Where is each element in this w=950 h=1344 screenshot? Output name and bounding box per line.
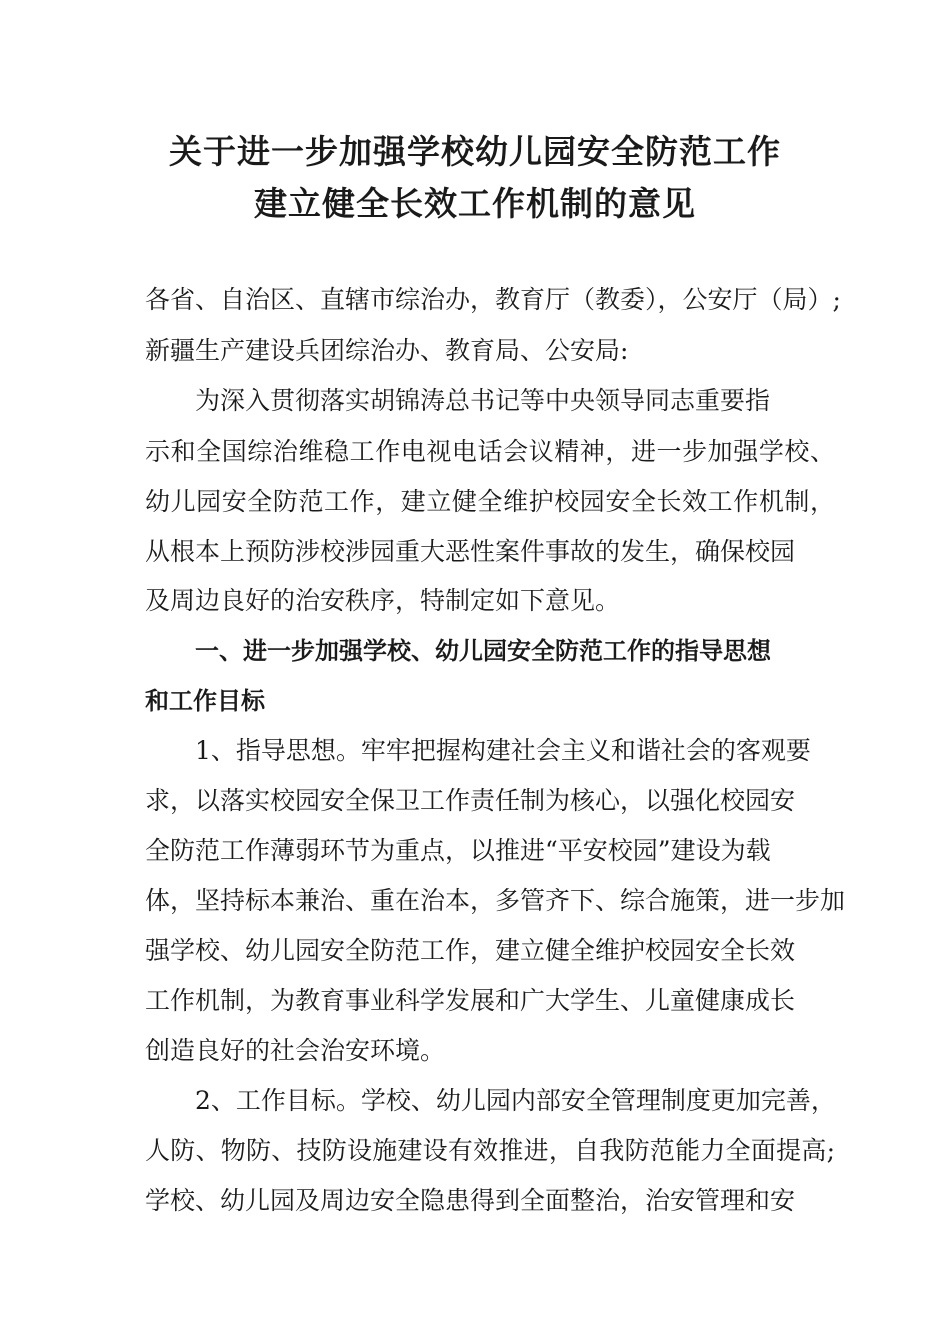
guiding-thought-line-1: 1、指导思想。牢牢把握构建社会主义和谐社会的客观要 [195,736,811,765]
guiding-thought-line-6: 工作机制，为教育事业科学发展和广大学生、儿童健康成长 [145,986,796,1015]
paragraph-intro-line-3: 幼儿园安全防范工作，建立健全维护校园安全长效工作机制， [145,487,835,516]
paragraph-intro-line-4: 从根本上预防涉校涉园重大恶性案件事故的发生，确保校园 [145,537,796,566]
work-goal-line-1: 2、工作目标。学校、幼儿园内部安全管理制度更加完善， [195,1086,836,1115]
paragraph-intro-line-5: 及周边良好的治安秩序，特制定如下意见。 [145,586,621,615]
addressee-line-1: 各省、自治区、直辖市综治办，教育厅（教委），公安厅（局）; [145,285,841,314]
addressee-line-2: 新疆生产建设兵团综治办、教育局、公安局: [145,336,629,365]
guiding-thought-line-5: 强学校、幼儿园安全防范工作，建立健全维护校园安全长效 [145,936,796,965]
document-title-line-2: 建立健全长效工作机制的意见 [254,184,696,223]
guiding-thought-line-7: 创造良好的社会治安环境。 [145,1036,446,1065]
guiding-thought-line-2: 求，以落实校园安全保卫工作责任制为核心，以强化校园安 [145,786,796,815]
section-heading-line-1: 一、进一步加强学校、幼儿园安全防范工作的指导思想 [195,637,771,665]
paragraph-intro-line-2: 示和全国综治维稳工作电视电话会议精神，进一步加强学校、 [145,437,835,466]
work-goal-line-2: 人防、物防、技防设施建设有效推进，自我防范能力全面提高; [145,1136,835,1165]
paragraph-intro-line-1: 为深入贯彻落实胡锦涛总书记等中央领导同志重要指 [195,386,771,415]
guiding-thought-line-4: 体，坚持标本兼治、重在治本，多管齐下、综合施策，进一步加 [145,886,846,915]
work-goal-line-3: 学校、幼儿园及周边安全隐患得到全面整治，治安管理和安 [145,1186,796,1215]
document-title-line-1: 关于进一步加强学校幼儿园安全防范工作 [169,132,781,171]
section-heading-line-2: 和工作目标 [145,687,265,715]
guiding-thought-line-3: 全防范工作薄弱环节为重点，以推进“平安校园”建设为载 [145,836,771,865]
